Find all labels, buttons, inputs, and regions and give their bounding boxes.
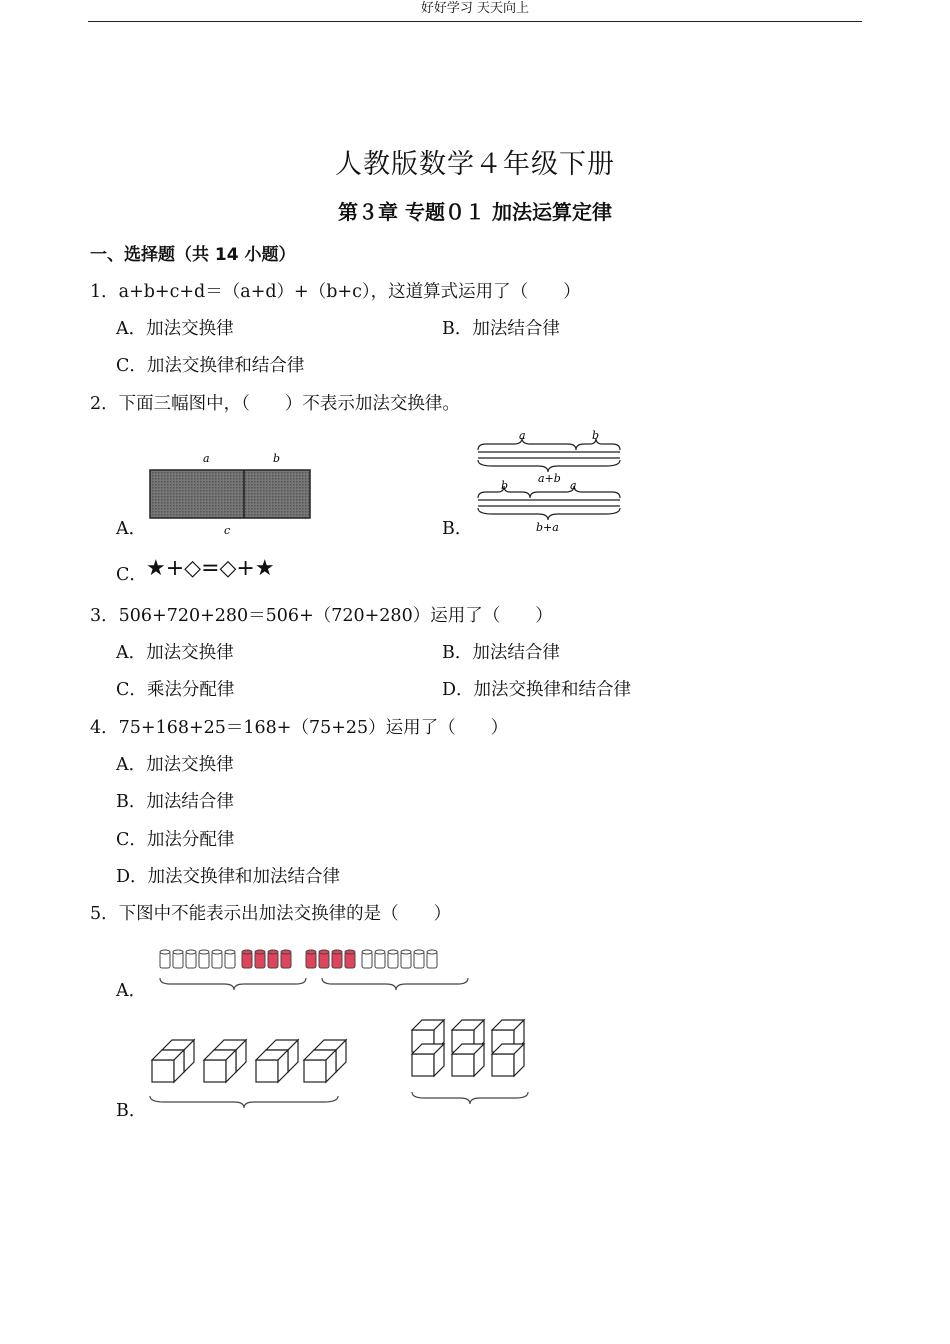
label-c: c (224, 524, 231, 537)
cylinder-top (332, 950, 342, 954)
cylinder-top (362, 950, 372, 954)
cylinder-top (212, 950, 222, 954)
q3-stem: 3．506+720+280＝506+（720+280）运用了（ ） (90, 606, 553, 626)
q3-option-c[interactable]: C．乘法分配律 (116, 680, 235, 700)
cylinder-top (401, 950, 411, 954)
label-b: b (592, 429, 600, 442)
cylinder-top (186, 950, 196, 954)
cylinder-top (268, 950, 278, 954)
cylinder-top (306, 950, 316, 954)
q5-figure-b (144, 1012, 544, 1117)
cylinder-top (388, 950, 398, 954)
q5-option-b[interactable]: B． (116, 1101, 147, 1121)
q3-option-a[interactable]: A．加法交换律 (116, 643, 234, 663)
q4-option-a[interactable]: A．加法交换律 (116, 755, 234, 775)
q3-option-d[interactable]: D．加法交换律和结合律 (442, 680, 632, 700)
q4-option-b[interactable]: B．加法结合律 (116, 792, 234, 812)
q4-stem: 4．75+168+25＝168+（75+25）运用了（ ） (90, 718, 509, 738)
q5-stem: 5．下图中不能表示出加法交换律的是（ ） (90, 904, 452, 924)
cube-face (204, 1060, 226, 1082)
label-a: a (203, 452, 210, 465)
cylinder-top (319, 950, 329, 954)
label-b2: b (501, 479, 509, 492)
cylinder-top (255, 950, 265, 954)
q2-option-a[interactable]: A． (116, 519, 147, 539)
q1-option-c[interactable]: C．加法交换律和结合律 (116, 356, 305, 376)
q2-stem: 2．下面三幅图中，（ ）不表示加法交换律。 (90, 394, 460, 414)
cube-face (492, 1054, 514, 1076)
label-b: b (273, 452, 281, 465)
q1-option-b[interactable]: B．加法结合律 (442, 319, 560, 339)
label-a: a (519, 429, 526, 442)
cylinder-top (414, 950, 424, 954)
cylinder-top (225, 950, 235, 954)
cylinder-top (242, 950, 252, 954)
q5-figure-a (156, 946, 476, 996)
cylinder-top (281, 950, 291, 954)
cylinder-top (199, 950, 209, 954)
cube-face (256, 1060, 278, 1082)
cube-face (304, 1060, 326, 1082)
label-sum-ab: a+b (538, 472, 561, 485)
q4-option-d[interactable]: D．加法交换律和加法结合律 (116, 867, 341, 887)
q1-stem: 1．a+b+c+d＝（a+d）+（b+c），这道算式运用了（ ） (90, 282, 581, 302)
q2-option-b[interactable]: B． (442, 519, 473, 539)
q4-option-c[interactable]: C．加法分配律 (116, 830, 235, 850)
cube-face (412, 1054, 434, 1076)
q2-figure-b (472, 428, 628, 538)
cylinder-top (375, 950, 385, 954)
q1-option-a[interactable]: A．加法交换律 (116, 319, 234, 339)
cylinder-top (173, 950, 183, 954)
label-sum-ba: b+a (536, 521, 559, 534)
label-a2: a (570, 479, 577, 492)
page-subtitle: 第３章 专题０１ 加法运算定律 (338, 200, 612, 224)
cylinder-top (345, 950, 355, 954)
q3-option-b[interactable]: B．加法结合律 (442, 643, 560, 663)
page-header: 好好学习 天天向上 (88, 0, 862, 22)
cylinder-top (427, 950, 437, 954)
page-title: 人教版数学４年级下册 (335, 149, 615, 180)
q2-figure-c: ★+◇=◇+★ (146, 556, 275, 581)
cube-face (152, 1060, 174, 1082)
q2-option-c[interactable]: C． (116, 565, 147, 585)
q5-option-a[interactable]: A． (116, 981, 147, 1001)
bar-c (150, 470, 310, 518)
cube-face (452, 1054, 474, 1076)
cylinder-top (160, 950, 170, 954)
section-heading: 一、选择题（共 14 小题） (90, 245, 296, 265)
q2-figure-a (146, 448, 314, 538)
